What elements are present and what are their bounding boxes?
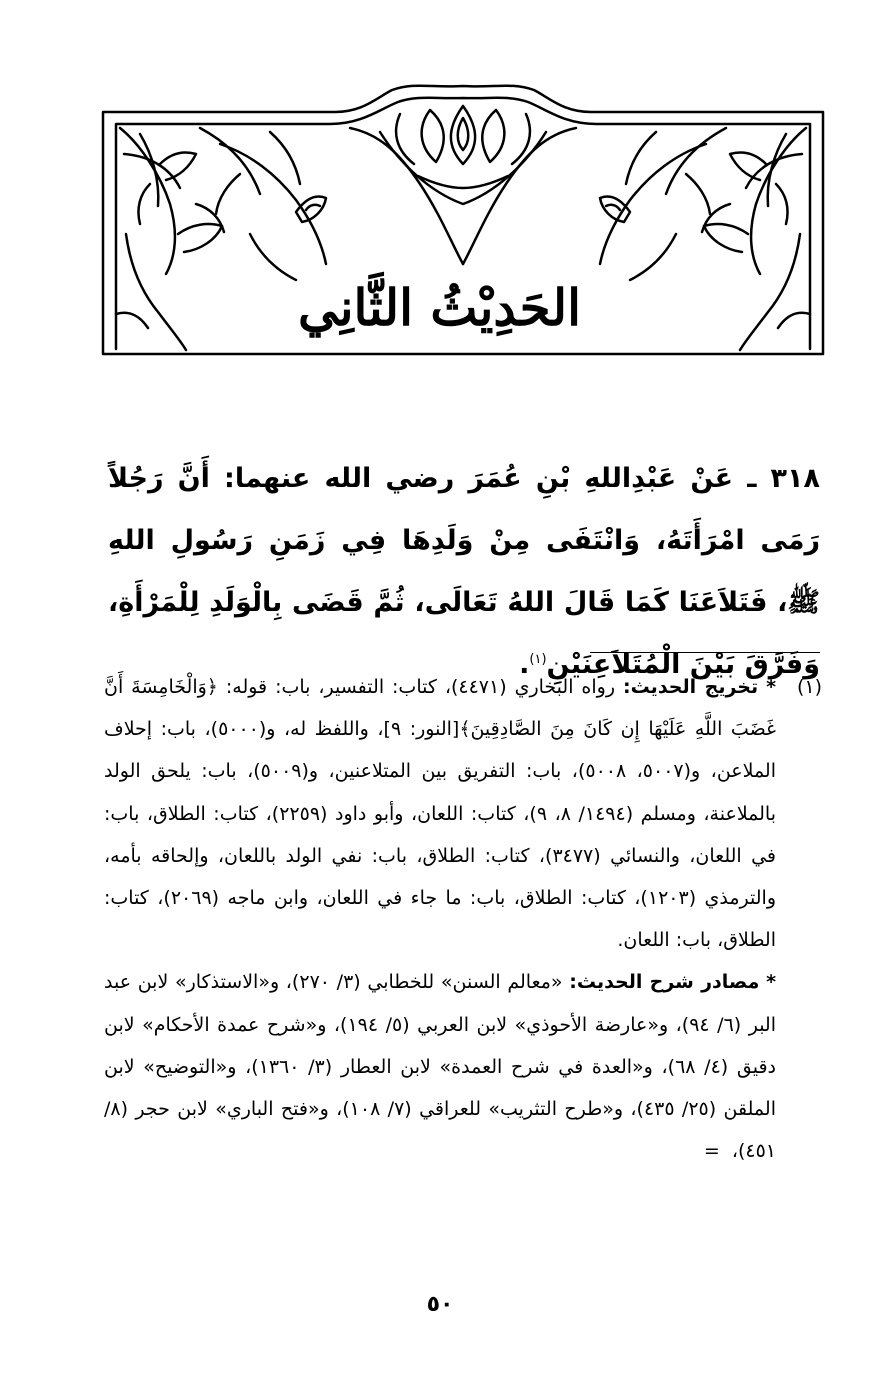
star-bullet: * [766,971,776,994]
hadith-text-block [108,448,820,696]
footnote-number: (١) [796,676,822,698]
footnote-body [104,666,776,1172]
takhrij-text: رواه البخاري (٤٤٧١)، كتاب: التفسير، باب: قوله: ﴿وَالْخَامِسَةَ أَنَّ غَضَبَ اللَّهِ عَلَيْهَا إِن كَانَ مِنَ الصَّادِقِينَ﴾[النور: ٩]، واللفظ له، و(٥٠٠٠)، باب: إحلاف الملاعن، و(٥٠٠٧، ٥٠٠٨)، باب: التفريق بين المتلاعنين، و(٥٠٠٩)، باب: يلحق الولد بالملاعنة، ومسلم (١٤٩٤/ ٨، ٩)، كتاب: اللعان، وأبو داود (٢٢٥٩)، كتاب: الطلاق، باب: في اللعان، والنسائي (٣٤٧٧)، كتاب: الطلاق، باب: نفي الولد باللعان، وإلحاقه بأمه، والترمذي (١٢٠٣)، كتاب: الطلاق، باب: ما جاء في اللعان، وابن ماجه (٢٠٦٩)، كتاب: الطلاق، باب: اللعان. [104,676,777,952]
takhrij-label: تخريج الحديث: [622,676,759,698]
page-number: ٥٠ [426,1292,454,1317]
masadir-text: «معالم السنن» للخطابي (٣/ ٢٧٠)، و«الاستذكار» لابن عبد البر (٦/ ٩٤)، و«عارضة الأحوذي» لابن العربي (٥/ ١٩٤)، و«شرح عمدة الأحكام» لابن دقيق (٤/ ٦٨)، و«العدة في شرح العمدة» لابن العطار (٣/ ١٣٦٠)، و«التوضيح» لابن الملقن (٢٥/ ٤٣٥)، و«طرح التثريب» للعراقي (٧/ ١٠٨)، و«فتح الباري» لابن حجر (٨/ ٤٥١)، [104,971,776,1163]
footnote-reference[interactable]: (١) [529,652,547,667]
hadith-text: ٣١٨ ـ عَنْ عَبْدِاللهِ بْنِ عُمَرَ رضي الله عنهما: أَنَّ رَجُلاً رَمَى امْرَأَتَهُ، وَانْتَفَى مِنْ وَلَدِهَا فِي زَمَنِ رَسُولِ اللهِ ﷺ، فَتَلاَعَنَا كَمَا قَالَ اللهُ تَعَالَى، ثُمَّ قَضَى بِالْوَلَدِ لِلْمَرْأَةِ، وَفَرَّقَ بَيْنَ الْمُتَلاَعِنَيْنِ [108,463,820,680]
takhrij-paragraph [104,666,776,961]
masadir-label: مصادر شرح الحديث: [569,971,760,994]
footnote-item [104,666,822,1172]
footnote-separator [590,652,820,653]
masadir-paragraph [104,961,776,1172]
hadith-end-mark: . [519,649,530,680]
chapter-title: الحَدِيْثُ الثَّانِي [297,278,582,337]
continuation-mark: = [703,1140,720,1163]
star-bullet: * [766,676,777,698]
footnote-block [104,666,822,1172]
